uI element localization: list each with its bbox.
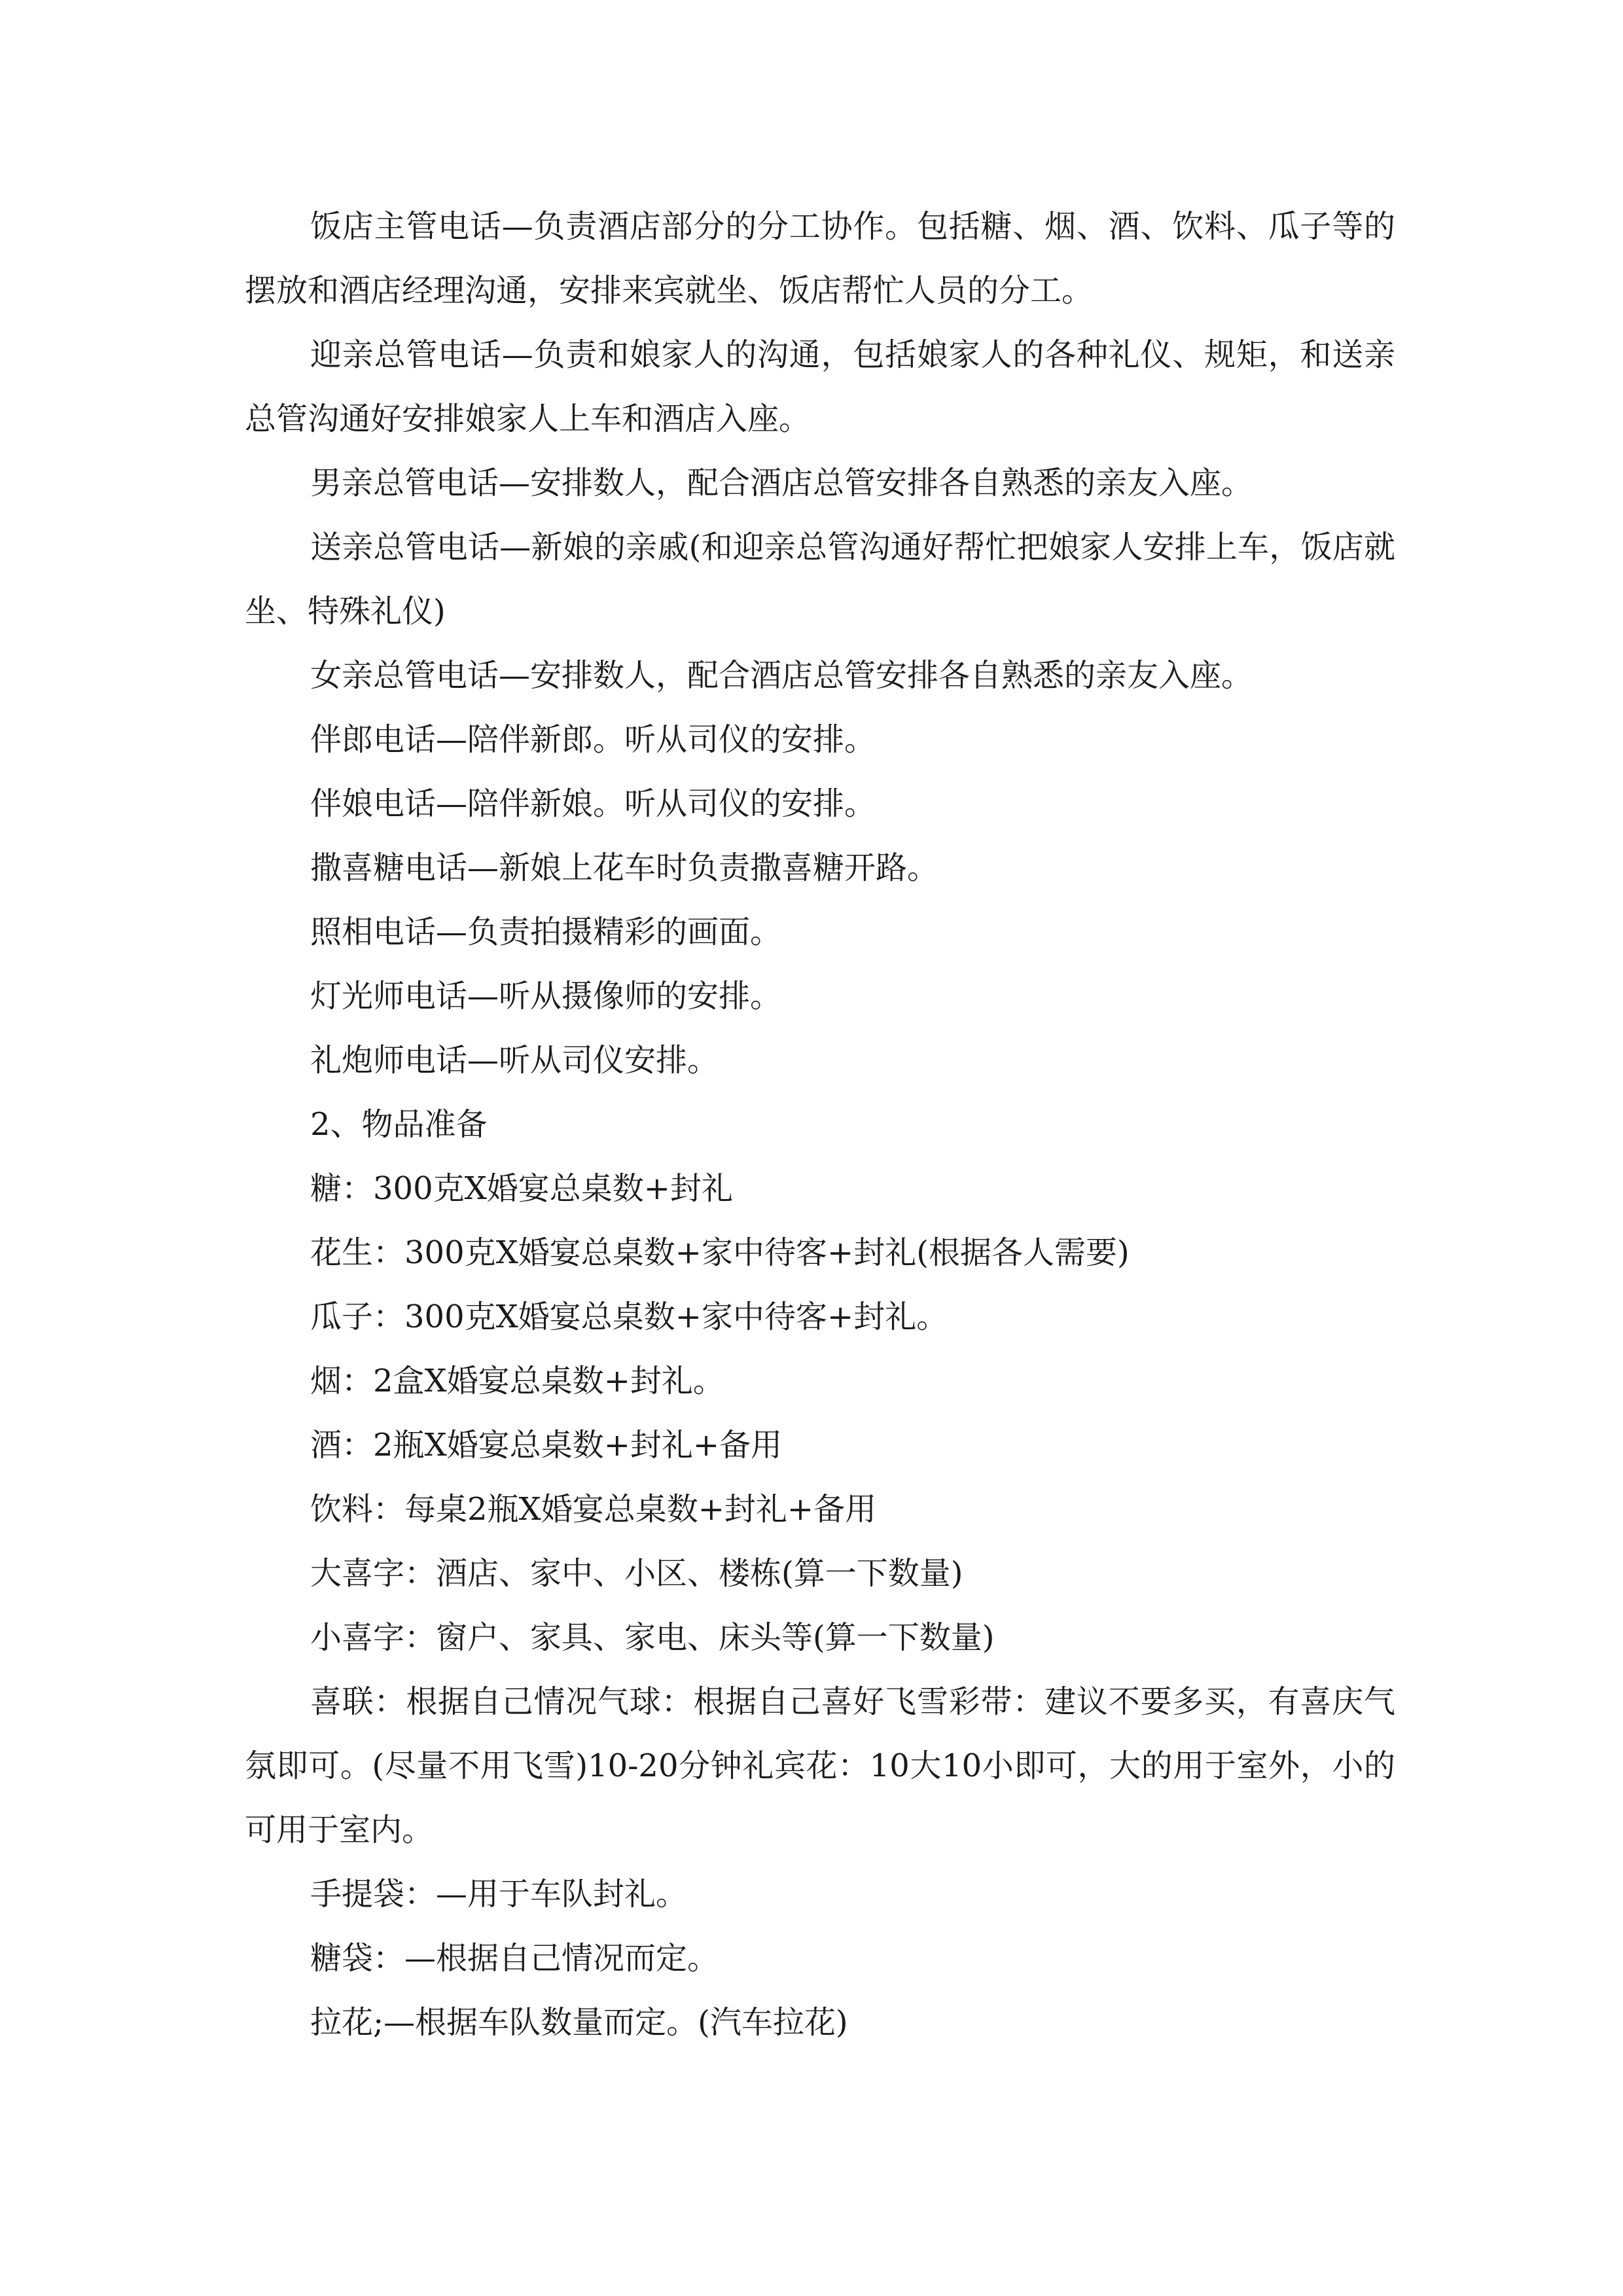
paragraph-candy: 糖：300克X婚宴总桌数+封礼 xyxy=(310,1170,734,1207)
paragraph-melon-seeds: 瓜子：300克X婚宴总桌数+家中待客+封礼。 xyxy=(310,1299,948,1335)
paragraph-groom-family-manager: 男亲总管电话—安排数人，配合酒店总管安排各自熟悉的亲友入座。 xyxy=(310,465,1253,501)
document-body xyxy=(245,194,1395,2054)
paragraph-garlands: 拉花;—根据车队数量而定。(汽车拉花) xyxy=(310,2004,848,2041)
paragraph-salute: 礼炮师电话—听从司仪安排。 xyxy=(310,1042,719,1079)
paragraph-large-xi: 大喜字：酒店、家中、小区、楼栋(算一下数量) xyxy=(310,1555,963,1592)
paragraph-hotel-manager: 饭店主管电话—负责酒店部分的分工协作。包括糖、烟、酒、饮料、瓜子等的摆放和酒店经理沟通，安排来宾就坐、饭店帮忙人员的分工。 xyxy=(245,208,1395,309)
paragraph-small-xi: 小喜字：窗户、家具、家电、床头等(算一下数量) xyxy=(310,1619,995,1656)
paragraph-peanuts: 花生：300克X婚宴总桌数+家中待客+封礼(根据各人需要) xyxy=(310,1234,1130,1271)
paragraph-photographer: 照相电话—负责拍摄精彩的画面。 xyxy=(310,914,782,950)
paragraph-bride-reception-manager: 迎亲总管电话—负责和娘家人的沟通，包括娘家人的各种礼仪、规矩，和送亲总管沟通好安排娘家人上车和酒店入座。 xyxy=(245,336,1395,437)
paragraph-bride-family-manager: 女亲总管电话—安排数人，配合酒店总管安排各自熟悉的亲友入座。 xyxy=(310,657,1253,694)
paragraph-candy-bags: 糖袋：—根据自己情况而定。 xyxy=(310,1940,719,1977)
paragraph-lighting: 灯光师电话—听从摄像师的安排。 xyxy=(310,978,782,1014)
paragraph-handbags: 手提袋：—用于车队封礼。 xyxy=(310,1876,688,1912)
paragraph-bridesmaid: 伴娘电话—陪伴新娘。听从司仪的安排。 xyxy=(310,785,876,822)
paragraph-couplets-balloons: 喜联：根据自己情况气球：根据自己喜好飞雪彩带：建议不要多买，有喜庆气氛即可。(尽量不用飞雪)10-20分钟礼宾花：10大10小即可，大的用于室外，小的可用于室内。 xyxy=(245,1683,1395,1848)
paragraph-liquor: 酒：2瓶X婚宴总桌数+封礼+备用 xyxy=(310,1427,783,1463)
paragraph-bride-escort-manager: 送亲总管电话—新娘的亲戚(和迎亲总管沟通好帮忙把娘家人安排上车，饭店就坐、特殊礼仪) xyxy=(245,529,1395,630)
paragraph-best-man: 伴郎电话—陪伴新郎。听从司仪的安排。 xyxy=(310,721,876,758)
paragraph-drinks: 饮料：每桌2瓶X婚宴总桌数+封礼+备用 xyxy=(310,1491,877,1528)
paragraph-cigarettes: 烟：2盒X婚宴总桌数+封礼。 xyxy=(310,1363,724,1399)
paragraph-candy-thrower: 撒喜糖电话—新娘上花车时负责撒喜糖开路。 xyxy=(310,850,939,886)
section-heading-supplies: 2、物品准备 xyxy=(310,1106,488,1143)
